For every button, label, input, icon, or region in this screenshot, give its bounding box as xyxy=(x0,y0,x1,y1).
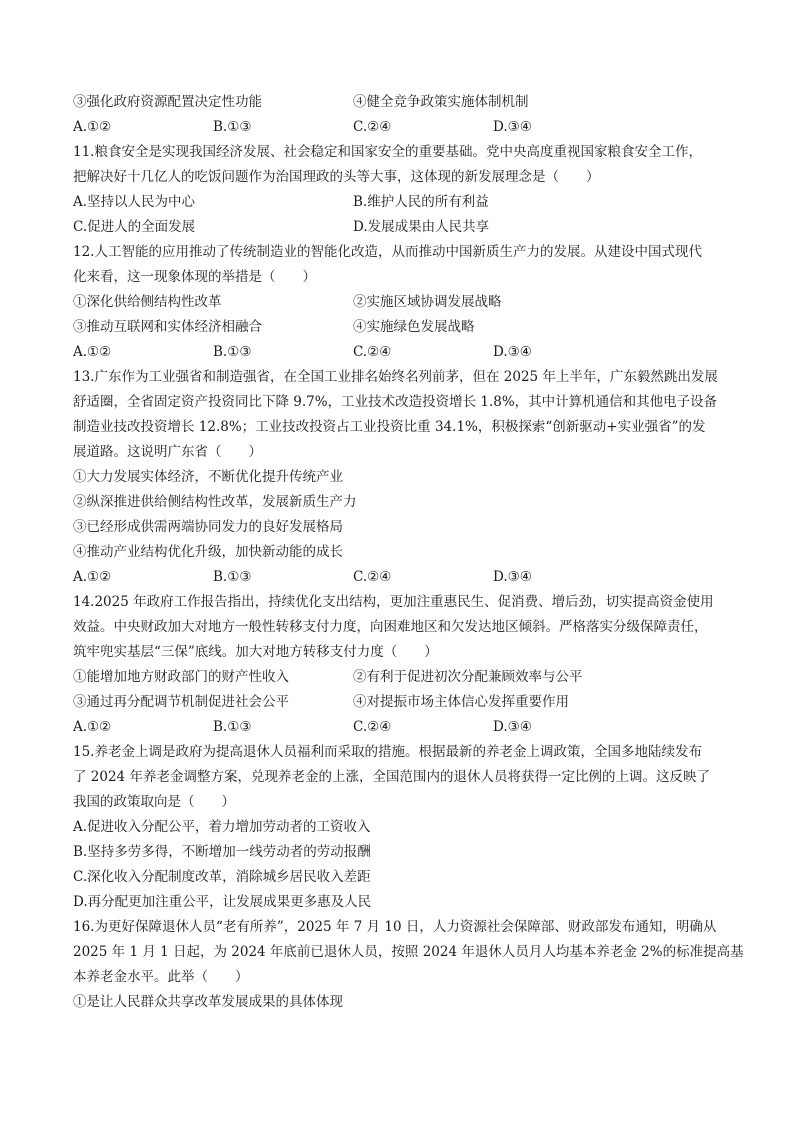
q14-stem-line: 筑牢兜实基层“三保”底线。加大对地方转移支付力度（ ） xyxy=(73,644,438,660)
q13-stem-line: 13.广东作为工业强省和制造强省，在全国工业排名始终名列前茅，但在 2025 年上半年，广东毅然跳出发展 xyxy=(73,369,718,385)
item-4: ④健全竞争政策实施体制机制 xyxy=(353,94,529,110)
q15-choice-b: B.坚持多劳多得，不断增加一线劳动者的劳动报酬 xyxy=(73,844,371,860)
option-c: C.②④ xyxy=(353,119,392,135)
q16-item-1: ①是让人民群众共享改革发展成果的具体体现 xyxy=(73,994,343,1010)
q15-stem-line: 了 2024 年养老金调整方案，兑现养老金的上涨，全国范围内的退休人员将获得一定比例的上调。这反映了 xyxy=(73,769,710,785)
q11-stem-line: 11.粮食安全是实现我国经济发展、社会稳定和国家安全的重要基础。党中央高度重视国家粮食安全工作， xyxy=(73,144,702,160)
option-a: A.①② xyxy=(73,569,112,585)
q14-stem-line: 14.2025 年政府工作报告指出，持续优化支出结构，更加注重惠民生、促消费、增后劲，切实提高资金使用 xyxy=(73,594,714,610)
option-b: B.①③ xyxy=(213,344,252,360)
q14-item-1: ①能增加地方财政部门的财产性收入 xyxy=(73,669,289,685)
option-c: C.②④ xyxy=(353,719,392,735)
option-a: A.①② xyxy=(73,719,112,735)
q12-item-4: ④实施绿色发展战略 xyxy=(353,319,475,335)
q11-choice-c: C.促进人的全面发展 xyxy=(73,219,196,235)
q16-stem-line: 本养老金水平。此举（ ） xyxy=(73,969,249,985)
q14-item-2: ②有利于促进初次分配兼顾效率与公平 xyxy=(353,669,583,685)
q15-stem-line: 15.养老金上调是政府为提高退休人员福利而采取的措施。根据最新的养老金上调政策，全国多地陆续发布 xyxy=(73,744,702,760)
option-b: B.①③ xyxy=(213,569,252,585)
q13-item-2: ②纵深推进供给侧结构性改革，发展新质生产力 xyxy=(73,494,357,510)
option-d: D.③④ xyxy=(493,119,532,135)
q13-item-4: ④推动产业结构优化升级，加快新动能的成长 xyxy=(73,544,343,560)
q12-item-3: ③推动互联网和实体经济相融合 xyxy=(73,319,262,335)
q11-choice-d: D.发展成果由人民共享 xyxy=(353,219,490,235)
q15-choice-c: C.深化收入分配制度改革，消除城乡居民收入差距 xyxy=(73,869,371,885)
q12-stem-line: 化来看，这一现象体现的举措是（ ） xyxy=(73,269,316,285)
q13-item-1: ①大力发展实体经济，不断优化提升传统产业 xyxy=(73,469,343,485)
q11-choice-b: B.维护人民的所有利益 xyxy=(353,194,489,210)
q15-stem-line: 我国的政策取向是（ ） xyxy=(73,794,235,810)
q11-choice-a: A.坚持以人民为中心 xyxy=(73,194,196,210)
q11-stem-line: 把解决好十几亿人的吃饭问题作为治国理政的头等大事，这体现的新发展理念是（ ） xyxy=(73,169,600,185)
option-c: C.②④ xyxy=(353,569,392,585)
q13-stem-line: 制造业技改投资增长 12.8%；工业技改投资占工业投资比重 34.1%，积极探索“创新驱动+实业强省”的发 xyxy=(73,419,706,435)
option-b: B.①③ xyxy=(213,719,252,735)
q12-stem-line: 12.人工智能的应用推动了传统制造业的智能化改造，从而推动中国新质生产力的发展。从建设中国式现代 xyxy=(73,244,702,260)
option-d: D.③④ xyxy=(493,719,532,735)
q15-choice-a: A.促进收入分配公平，着力增加劳动者的工资收入 xyxy=(73,819,371,835)
q14-stem-line: 效益。中央财政加大对地方一般性转移支付力度，向困难地区和欠发达地区倾斜。严格落实分级保障责任， xyxy=(73,619,708,635)
option-d: D.③④ xyxy=(493,569,532,585)
option-d: D.③④ xyxy=(493,344,532,360)
q13-stem-line: 展道路。这说明广东省（ ） xyxy=(73,444,262,460)
q13-item-3: ③已经形成供需两端协同发力的良好发展格局 xyxy=(73,519,343,535)
q16-stem-line: 2025 年 1 月 1 日起，为 2024 年底前已退休人员，按照 2024 年退休人员月人均基本养老金 2%的标准提高基 xyxy=(73,944,744,960)
option-a: A.①② xyxy=(73,119,112,135)
q14-item-4: ④对提振市场主体信心发挥重要作用 xyxy=(353,694,569,710)
option-a: A.①② xyxy=(73,344,112,360)
q12-item-1: ①深化供给侧结构性改革 xyxy=(73,294,222,310)
q15-choice-d: D.再分配更加注重公平，让发展成果更多惠及人民 xyxy=(73,894,372,910)
q14-item-3: ③通过再分配调节机制促进社会公平 xyxy=(73,694,289,710)
q13-stem-line: 舒适圈，全省固定资产投资同比下降 9.7%，工业技术改造投资增长 1.8%，其中计算机通信和其他电子设备 xyxy=(73,394,718,410)
q16-stem-line: 16.为更好保障退休人员“老有所养”，2025 年 7 月 10 日，人力资源社会保障部、财政部发布通知，明确从 xyxy=(73,919,717,935)
q12-item-2: ②实施区域协调发展战略 xyxy=(353,294,502,310)
option-c: C.②④ xyxy=(353,344,392,360)
item-3: ③强化政府资源配置决定性功能 xyxy=(73,94,262,110)
option-b: B.①③ xyxy=(213,119,252,135)
